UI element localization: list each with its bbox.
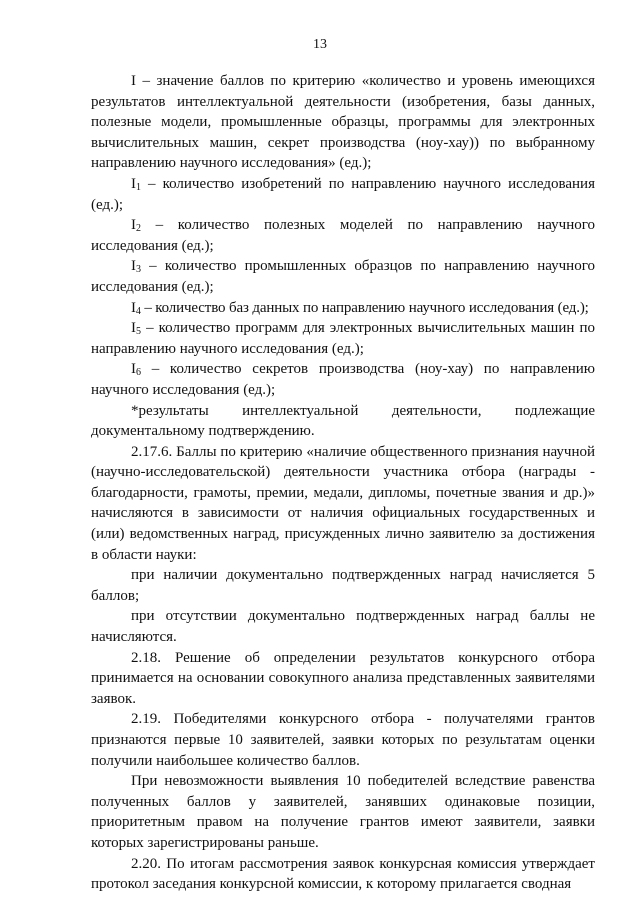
paragraph-text: 2.20. По итогам рассмотрения заявок конкурсная комиссия утверждает протокол заседания конкурсной комиссии, к которому прилагается сводная bbox=[91, 855, 595, 893]
variable-subscript: 1 bbox=[136, 181, 141, 193]
paragraph-criterion-I4 bbox=[91, 298, 595, 319]
paragraph-text: – количество секретов производства (ноу-хау) по направлению научного исследования (ед.); bbox=[91, 361, 595, 398]
paragraph-criterion-I5 bbox=[91, 318, 595, 359]
document-body bbox=[91, 71, 595, 895]
paragraph-text: – количество программ для электронных вычислительных машин по направлению научного исследования (ед.); bbox=[91, 320, 595, 357]
paragraph-text: при наличии документально подтвержденных наград начисляется 5 баллов; bbox=[91, 567, 595, 604]
paragraph-text: при отсутствии документально подтвержденных наград баллы не начисляются. bbox=[91, 608, 595, 646]
page-number: 13 bbox=[313, 37, 327, 52]
variable-subscript: 4 bbox=[135, 305, 141, 317]
paragraph-criterion-I bbox=[91, 71, 595, 174]
paragraph-text: При невозможности выявления 10 победителей вследствие равенства полученных баллов у заявителей, занявших одинаковые позиции, приоритетным правом на получение грантов имеют заявители, заявки которых зарегистрированы раньше. bbox=[91, 773, 595, 851]
paragraph-awards-present bbox=[91, 565, 595, 606]
paragraph-text: 2.18. Решение об определении результатов конкурсного отбора принимается на основании совокупного анализа представленных заявителями заявок. bbox=[91, 649, 595, 707]
paragraph-2-19 bbox=[91, 709, 595, 771]
variable-letter: I bbox=[131, 361, 136, 378]
paragraph-2-17-6 bbox=[91, 442, 595, 566]
paragraph-text: I – значение баллов по критерию «количество и уровень имеющихся результатов интеллектуальной деятельности (изобретения, базы данных, полезные модели, промышленные образцы, программы для электронных вычислительных машин, секрет производства (ноу-хау)) по выбранному направлению научного исследования» (ед.); bbox=[91, 73, 595, 172]
paragraph-awards-absent bbox=[91, 606, 595, 647]
variable-letter: I bbox=[131, 217, 136, 234]
paragraph-text: – количество изобретений по направлению научного исследования (ед.); bbox=[91, 175, 595, 213]
paragraph-text: – количество промышленных образцов по направлению научного исследования (ед.); bbox=[91, 258, 595, 295]
variable-letter: I bbox=[131, 258, 136, 275]
variable-letter: I bbox=[131, 320, 136, 337]
paragraph-text: *результаты интеллектуальной деятельности, подлежащие документальному подтверждению. bbox=[91, 402, 595, 440]
paragraph-criterion-I1 bbox=[91, 174, 595, 215]
paragraph-criterion-I3 bbox=[91, 256, 595, 297]
variable-subscript: 6 bbox=[136, 367, 141, 379]
paragraph-text: – количество баз данных по направлению научного исследования (ед.); bbox=[140, 299, 589, 316]
paragraph-text: 2.17.6. Баллы по критерию «наличие общественного признания научной (научно-исследовательской) деятельности участника отбора (награды - благодарности, грамоты, премии, медали, дипломы, почетные звания и др.)» начисляются в зависимости от наличия официальных государственных и (или) ведомственных наград, присужденных лично заявителю за достижения в области науки: bbox=[91, 443, 595, 563]
variable-subscript: 2 bbox=[136, 223, 141, 235]
paragraph-2-18 bbox=[91, 648, 595, 710]
paragraph-2-20 bbox=[91, 854, 595, 895]
paragraph-criterion-I2 bbox=[91, 215, 595, 256]
variable-subscript: 5 bbox=[136, 326, 141, 338]
paragraph-2-19-tie bbox=[91, 771, 595, 853]
paragraph-text: 2.19. Победителями конкурсного отбора - получателями грантов признаются первые 10 заявителей, заявки которых по результатам оценки получили наибольшее количество баллов. bbox=[91, 711, 595, 769]
variable-letter: I bbox=[131, 299, 136, 316]
paragraph-footnote bbox=[91, 401, 595, 442]
paragraph-criterion-I6 bbox=[91, 359, 595, 400]
paragraph-text: – количество полезных моделей по направлению научного исследования (ед.); bbox=[91, 217, 595, 254]
variable-subscript: 3 bbox=[136, 264, 141, 276]
variable-letter: I bbox=[131, 175, 136, 192]
